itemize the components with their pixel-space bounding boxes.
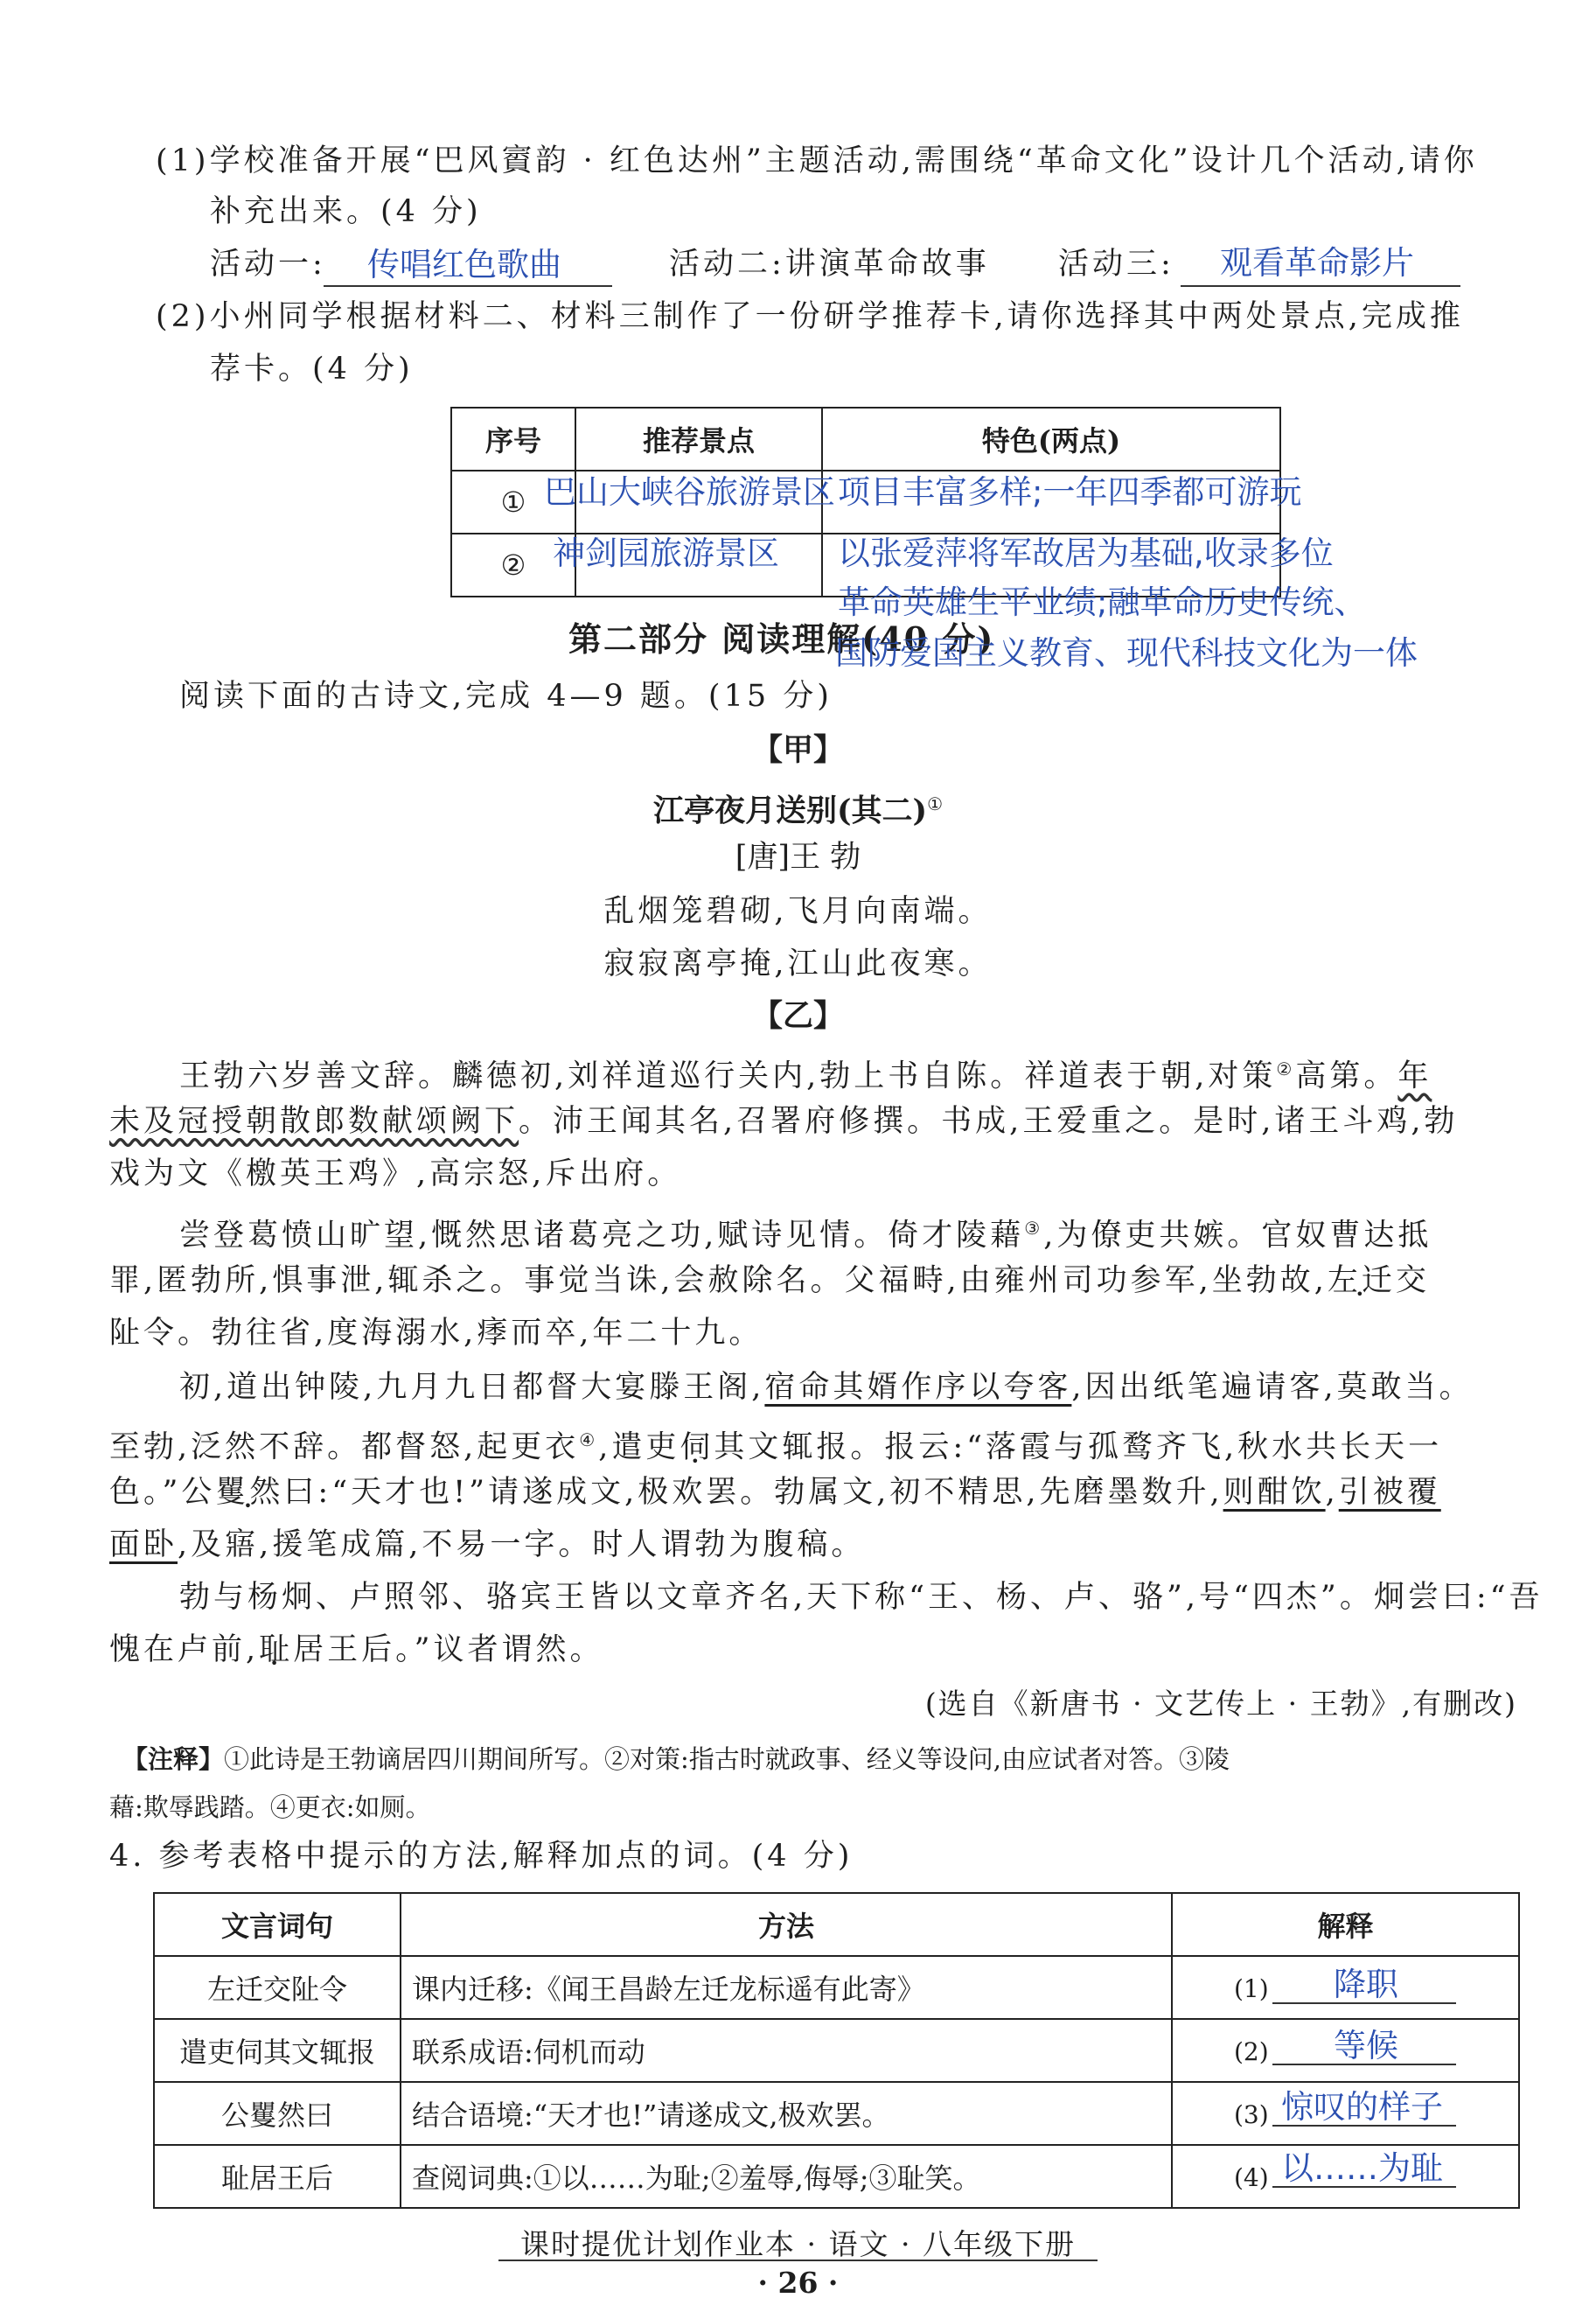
prose-p1-line1 bbox=[179, 1046, 1432, 1100]
poem-line1: 乱烟笼碧砌,飞月向南端。 bbox=[603, 894, 993, 929]
prose-p3-line3 bbox=[109, 1470, 1441, 1515]
prose-p2-line3: 阯令。勃往省,度海溺水,痵而卒,年二十九。 bbox=[109, 1316, 763, 1351]
q4-row2-method: 联系成语:伺机而动 bbox=[401, 2019, 1172, 2082]
text: 曰:“天才也!”请遂成文,极欢罢。勃属文,初不精思,先磨墨数升, bbox=[283, 1475, 1223, 1510]
notes-line1 bbox=[122, 1736, 1230, 1782]
prose-p3-line1 bbox=[179, 1365, 1474, 1410]
q4-row4-answer: 以……为耻 bbox=[1281, 2149, 1443, 2187]
row2-feature-cont1: 革命英雄生平业绩;融革命历史传统、 bbox=[838, 583, 1367, 621]
q4-row3-num: (3) bbox=[1234, 2100, 1269, 2129]
underlined-text: 宿命其婿作序以夸客 bbox=[764, 1370, 1072, 1405]
footer-divider bbox=[498, 2260, 1098, 2261]
prose-p4-line2 bbox=[109, 1627, 604, 1673]
poem-line2: 寂寂离亭掩,江山此夜寒。 bbox=[603, 946, 993, 981]
text: 王勃六岁善文辞。麟德初,刘祥道巡行关内,勃上书自陈。祥道表于朝,对策 bbox=[179, 1058, 1277, 1094]
text: , bbox=[1325, 1475, 1339, 1510]
text: 色。”公 bbox=[109, 1475, 216, 1510]
row2-feature-answer: 以张爱萍将军故居为基础,收录多位 bbox=[838, 534, 1334, 572]
text: 罪,匿勃所,惧事泄,辄杀之。事觉当诛,会赦除名。父福畤,由雍州司功参军,坐勃故, bbox=[109, 1263, 1328, 1298]
poem-title-line bbox=[0, 781, 1596, 835]
prose-p3-line4 bbox=[109, 1522, 865, 1568]
prose-source: (选自《新唐书 · 文艺传上 · 王勃》,有删改) bbox=[924, 1687, 1517, 1721]
text: 初,道出钟陵,九月九日都督大宴滕王阁, bbox=[179, 1370, 765, 1405]
poem-title-note: ① bbox=[927, 793, 944, 814]
note-ref: ④ bbox=[579, 1429, 599, 1450]
row1-num: ① bbox=[451, 471, 575, 534]
q4-row3-method: 结合语境:“天才也!”请遂成文,极欢罢。 bbox=[401, 2082, 1172, 2145]
wavy-text: 未及冠授朝散郎数献颂阙下 bbox=[109, 1104, 519, 1139]
text: 居王后。”议者谓然。 bbox=[293, 1632, 604, 1667]
dotted-word: 左迁 bbox=[1327, 1263, 1396, 1298]
prose-p1-line3: 戏为文《檄英王鸡》,高宗怒,斥出府。 bbox=[109, 1156, 682, 1191]
text: 高第。 bbox=[1295, 1058, 1398, 1094]
notes-text: ①此诗是王勃谪居四川期间所写。②对策:指古时就政事、经义等设问,由应试者对答。③陵 bbox=[224, 1744, 1230, 1774]
q2-line2: 荐卡。(4 分) bbox=[210, 352, 414, 387]
q4-header-method: 方法 bbox=[401, 1893, 1172, 1956]
yi-label: 【乙】 bbox=[751, 998, 844, 1034]
text: ,因出纸笔遍请客,莫敢当。 bbox=[1071, 1370, 1474, 1405]
col-header-feature: 特色(两点) bbox=[822, 408, 1280, 471]
q1-act3-label: 活动三: bbox=[1058, 247, 1174, 282]
col-header-spot: 推荐景点 bbox=[575, 408, 822, 471]
q1-act1-answer: 传唱红色歌曲 bbox=[367, 246, 561, 283]
q4-row1-method: 课内迁移:《闻王昌龄左迁龙标遥有此寄》 bbox=[401, 1956, 1172, 2019]
q4-row2-num: (2) bbox=[1234, 2037, 1269, 2066]
dotted-word: 伺 bbox=[680, 1429, 714, 1465]
text: 。沛王闻其名,召署府修撰。书成,王爱重之。是时,诸王斗鸡,勃 bbox=[519, 1104, 1459, 1139]
text: ,为僚吏共嫉。官奴曹达抵 bbox=[1043, 1218, 1432, 1254]
dotted-word: 矍然 bbox=[215, 1475, 284, 1510]
q4-header-answer: 解释 bbox=[1172, 1893, 1519, 1956]
text: 交 bbox=[1395, 1263, 1430, 1298]
underlined-text: 则酣饮 bbox=[1223, 1475, 1326, 1510]
text: 愧在卢前, bbox=[109, 1632, 260, 1667]
q4-row1-answer: 降职 bbox=[1334, 1966, 1398, 2003]
notes-label: 【注释】 bbox=[122, 1744, 225, 1774]
q4-row2-phrase: 遣吏伺其文辄报 bbox=[154, 2019, 401, 2082]
q1-act3-blank[interactable] bbox=[1181, 283, 1460, 287]
prose-p2-line2 bbox=[109, 1258, 1430, 1303]
poem-author: [唐]王 勃 bbox=[735, 840, 861, 875]
wavy-text: 年 bbox=[1397, 1058, 1432, 1094]
underlined-text: 引被覆 bbox=[1338, 1475, 1441, 1510]
q1-line1: (1)学校准备开展“巴风賨韵 · 红色达州”主题活动,需围绕“革命文化”设计几个活动,请你 bbox=[156, 143, 1478, 178]
row2-spot-answer: 神剑园旅游景区 bbox=[553, 534, 779, 572]
note-ref: ② bbox=[1276, 1058, 1296, 1079]
q2-line1: (2)小州同学根据材料二、材料三制作了一份研学推荐卡,请你选择其中两处景点,完成推 bbox=[156, 299, 1464, 334]
row2-num: ② bbox=[451, 534, 575, 597]
row2-feature-cont2: 国防爱国主义教育、现代科技文化为一体 bbox=[835, 634, 1418, 672]
q4-row2-answer: 等候 bbox=[1334, 2027, 1398, 2064]
q4-row4-phrase: 耻居王后 bbox=[154, 2145, 401, 2208]
q4-stem: 4. 参考表格中提示的方法,解释加点的词。(4 分) bbox=[109, 1839, 854, 1874]
underlined-text: 面卧 bbox=[109, 1527, 178, 1562]
prose-p1-line2 bbox=[109, 1099, 1459, 1144]
reading-intro: 阅读下面的古诗文,完成 4—9 题。(15 分) bbox=[179, 679, 833, 714]
q4-row1-phrase: 左迁交阯令 bbox=[154, 1956, 401, 2019]
q4-row1-num: (1) bbox=[1234, 1974, 1269, 2003]
text: ,遣吏 bbox=[598, 1429, 680, 1465]
poem-title: 江亭夜月送别(其二) bbox=[652, 793, 928, 829]
note-ref: ③ bbox=[1024, 1218, 1044, 1239]
q4-row3-answer: 惊叹的样子 bbox=[1281, 2088, 1443, 2126]
part2-title: 第二部分 阅读理解(40 分) bbox=[568, 619, 995, 659]
col-header-num: 序号 bbox=[451, 408, 575, 471]
prose-p2-line1 bbox=[179, 1205, 1432, 1259]
prose-p4-line1: 勃与杨炯、卢照邻、骆宾王皆以文章齐名,天下称“王、杨、卢、骆”,号“四杰”。炯尝曰:“吾 bbox=[179, 1580, 1544, 1615]
q4-row4-num: (4) bbox=[1234, 2163, 1269, 2192]
q4-row3-phrase: 公矍然曰 bbox=[154, 2082, 401, 2145]
jia-label: 【甲】 bbox=[751, 732, 844, 768]
dotted-word: 耻 bbox=[259, 1632, 294, 1667]
q1-act2: 活动二:讲演革命故事 bbox=[669, 247, 990, 282]
q4-header-phrase: 文言词句 bbox=[154, 1893, 401, 1956]
text: 至勃,泛然不辞。都督怒,起更衣 bbox=[109, 1429, 580, 1465]
row1-spot-answer: 巴山大峡谷旅游景区 bbox=[544, 473, 835, 511]
q4-row4-method: 查阅词典:①以……为耻;②羞辱,侮辱;③耻笑。 bbox=[401, 2145, 1172, 2208]
text: 其文辄报。报云:“落霞与孤鹜齐飞,秋水共长天一 bbox=[714, 1429, 1443, 1465]
row1-feature-answer: 项目丰富多样;一年四季都可游玩 bbox=[838, 473, 1302, 511]
q1-line2: 补充出来。(4 分) bbox=[210, 194, 482, 229]
prose-p3-line2 bbox=[109, 1417, 1442, 1470]
q1-act1-label: 活动一: bbox=[210, 247, 326, 282]
notes-line2: 藉:欺辱践踏。④更衣:如厕。 bbox=[109, 1792, 431, 1822]
footer-page: · 26 · bbox=[757, 2266, 839, 2300]
text: 尝登葛愤山旷望,慨然思诸葛亮之功,赋诗见情。倚才陵藉 bbox=[179, 1218, 1025, 1254]
q1-act3-answer: 观看革命影片 bbox=[1220, 244, 1414, 282]
text: ,及寤,援笔成篇,不易一字。时人谓勃为腹稿。 bbox=[178, 1527, 866, 1562]
footer-title: 课时提优计划作业本 · 语文 · 八年级下册 bbox=[520, 2227, 1076, 2261]
